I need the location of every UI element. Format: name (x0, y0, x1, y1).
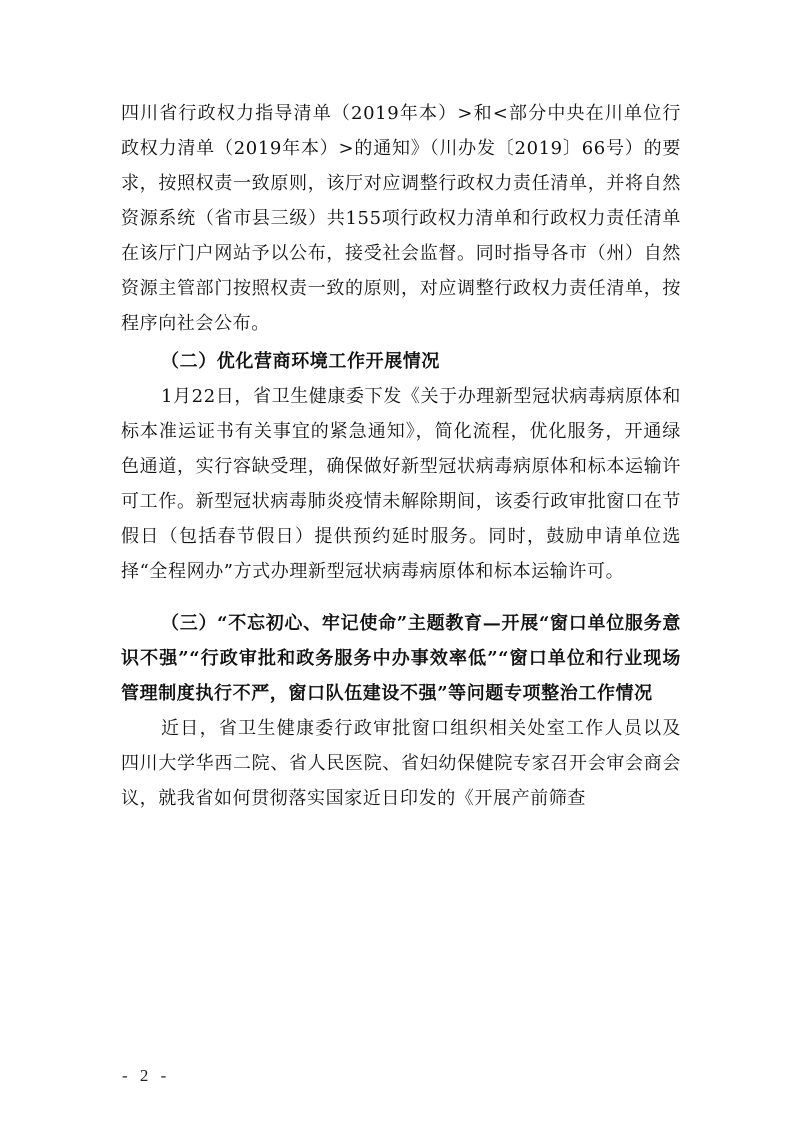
section-heading-business-environment: （二）优化营商环境工作开展情况 (161, 351, 440, 372)
document-body (121, 96, 681, 816)
body-paragraph-policy-list: 四川省行政权力指导清单（2019年本）>和<部分中央在川单位行政权力清单（2019年本）>的通知》（川办发〔2019〕66号）的要求，按照权责一致原则，该厅对应调整行政权力责任清单，并将自然资源系统（省市县三级）共155项行政权力清单和行政权力责任清单在该厅门户网站予以公布，接受社会监督。同时指导各市（州）自然资源主管部门按照权责一致的原则，对应调整行政权力责任清单，按程序向社会公布。 (121, 103, 681, 334)
page-number: - 2 - (122, 1066, 171, 1085)
body-paragraph-pathogen-transport: 1月22日，省卫生健康委下发《关于办理新型冠状病毒病原体和标本准运证书有关事宜的紧急通知》，简化流程，优化服务，开通绿色通道，实行容缺受理，确保做好新型冠状病毒病原体和标本运输许可工作。新型冠状病毒肺炎疫情未解除期间，该委行政审批窗口在节假日（包括春节假日）提供预约延时服务。同时，鼓励申请单位选择“全程网办”方式办理新型冠状病毒病原体和标本运输许可。 (121, 386, 681, 582)
section-heading-theme-education: （三）“不忘初心、牢记使命”主题教育—开展“窗口单位服务意识不强”“行政审批和政务服务中办事效率低”“窗口单位和行业现场管理制度执行不严，窗口队伍建设不强”等问题专项整治工作情况 (121, 613, 681, 704)
body-paragraph-review-meeting: 近日，省卫生健康委行政审批窗口组织相关处室工作人员以及四川大学华西二院、省人民医院、省妇幼保健院专家召开会审会商会议，就我省如何贯彻落实国家近日印发的《开展产前筛查 (121, 718, 681, 809)
